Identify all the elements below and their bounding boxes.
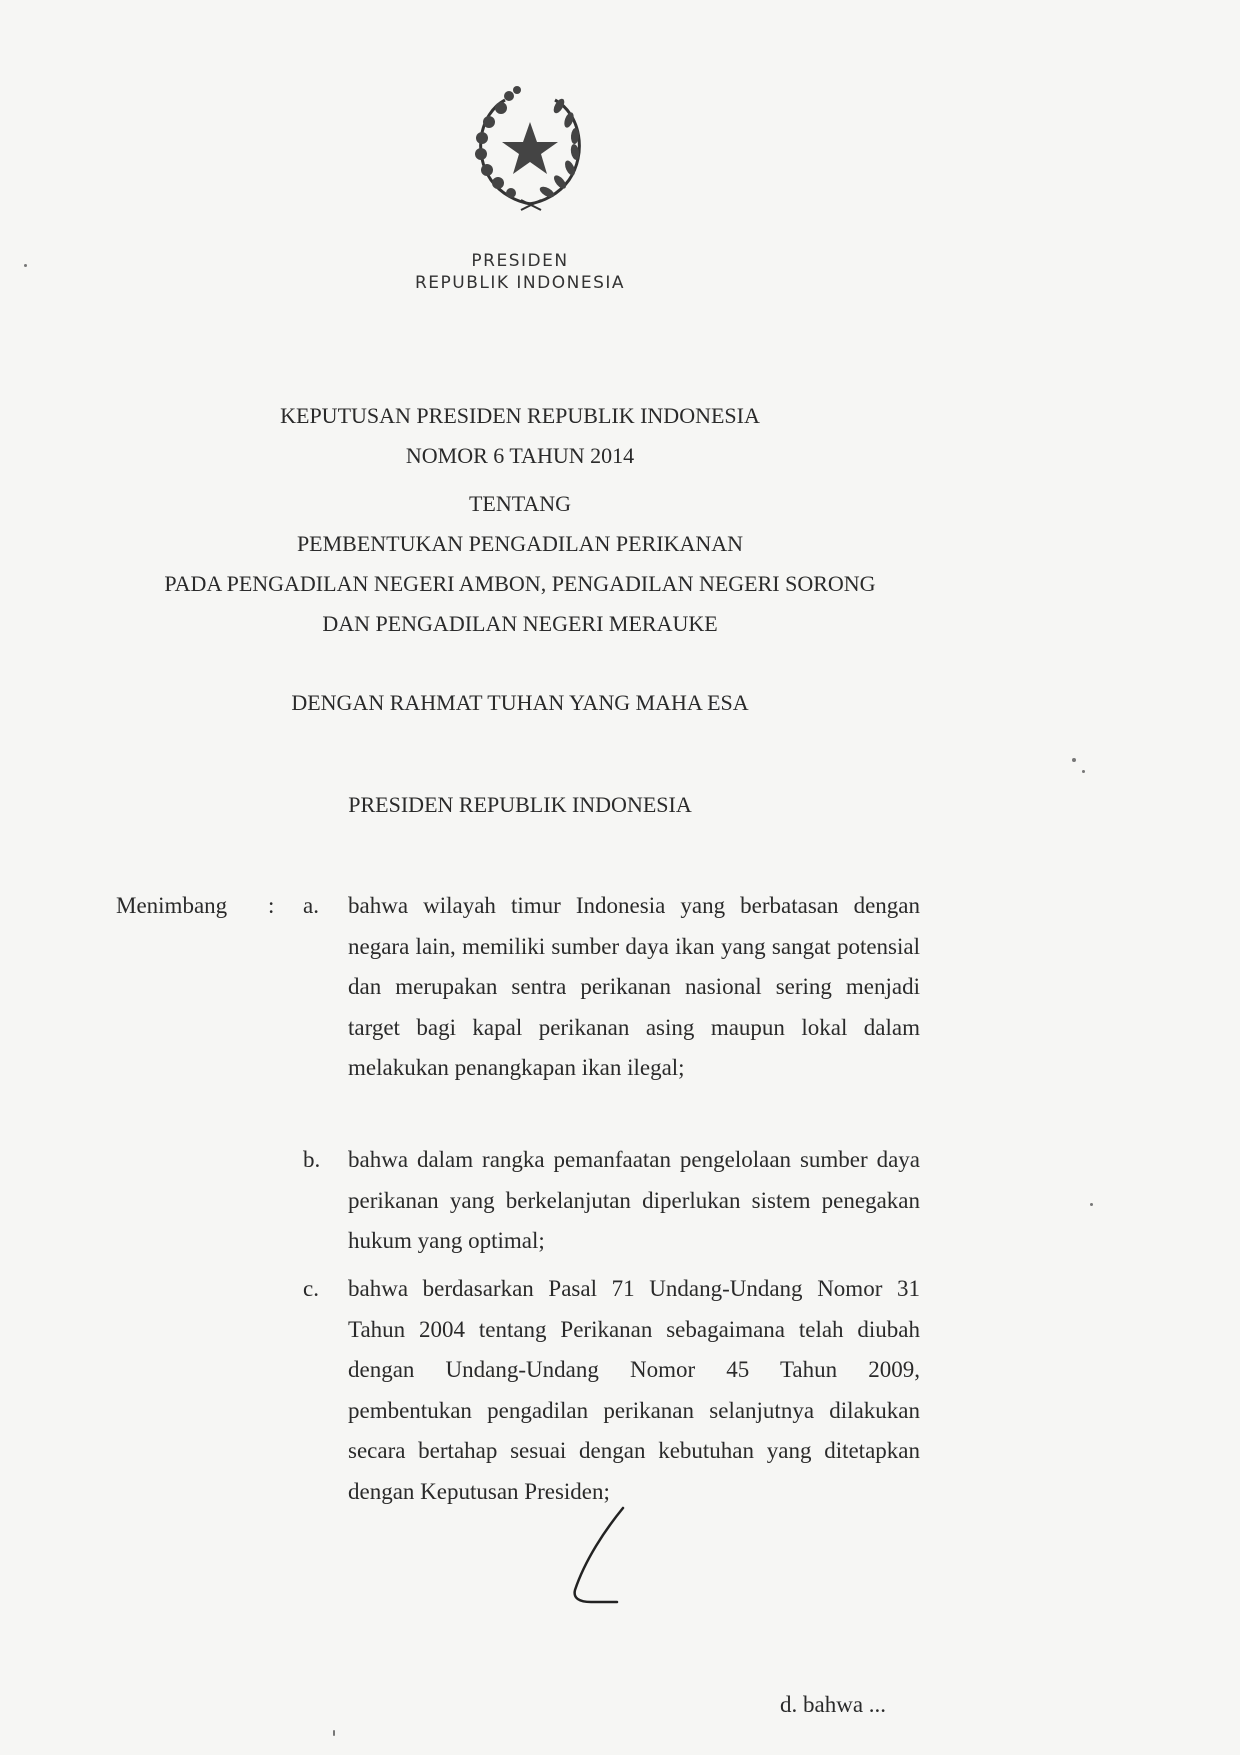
decree-number: NOMOR 6 TAHUN 2014	[405, 443, 635, 468]
decree-about-label: TENTANG	[468, 491, 572, 516]
decree-title-block	[100, 396, 940, 644]
letterhead	[360, 250, 680, 294]
scan-speck	[24, 264, 27, 267]
decree-subject-line-1: PEMBENTUKAN PENGADILAN PERIKANAN	[296, 531, 744, 556]
scan-speck	[333, 1730, 335, 1736]
considering-item-b: bahwa dalam rangka pemanfaatan pengelolaan sumber daya perikanan yang berkelanjutan diperlukan sistem penegakan hukum yang optimal;	[348, 1147, 920, 1253]
considering-label: Menimbang	[116, 893, 228, 918]
scan-speck	[1090, 1203, 1093, 1206]
scan-speck	[1072, 758, 1076, 762]
opening-formula: DENGAN RAHMAT TUHAN YANG MAHA ESA	[291, 690, 749, 715]
considering-item-c: bahwa berdasarkan Pasal 71 Undang-Undang Nomor 31 Tahun 2004 tentang Perikanan sebagaimana telah diubah dengan Undang-Undang Nomor 45 Tahun 2009, pembentukan pengadilan perikanan selanjutnya dilakukan secara bertahap sesuai dengan kebutuhan yang ditetapkan dengan Keputusan Presiden;	[348, 1276, 920, 1504]
decree-subject-line-3: DAN PENGADILAN NEGERI MERAUKE	[322, 611, 718, 636]
letterhead-title: PRESIDEN	[471, 251, 569, 271]
issuer-heading: PRESIDEN REPUBLIK INDONESIA	[348, 792, 692, 817]
considering-colon: :	[268, 893, 275, 918]
considering-item-marker: b.	[303, 1147, 321, 1172]
considering-item-marker: a.	[303, 893, 319, 918]
paraf-initial-icon	[565, 1500, 635, 1610]
letterhead-country: REPUBLIK INDONESIA	[414, 273, 626, 293]
continuation-catchword: d. bahwa ...	[780, 1692, 887, 1717]
decree-subject-line-2: PADA PENGADILAN NEGERI AMBON, PENGADILAN NEGERI SORONG	[164, 571, 876, 596]
considering-item-marker: c.	[303, 1276, 319, 1301]
scan-speck	[1082, 770, 1085, 773]
considering-item-a: bahwa wilayah timur Indonesia yang berbatasan dengan negara lain, memiliki sumber daya ikan yang sangat potensial dan merupakan sentra perikanan nasional sering menjadi target bagi kapal perikanan asing maupun lokal dalam melakukan penangkapan ikan ilegal;	[348, 893, 920, 1080]
decree-heading: KEPUTUSAN PRESIDEN REPUBLIK INDONESIA	[280, 403, 760, 428]
presidential-emblem-icon	[465, 82, 595, 212]
